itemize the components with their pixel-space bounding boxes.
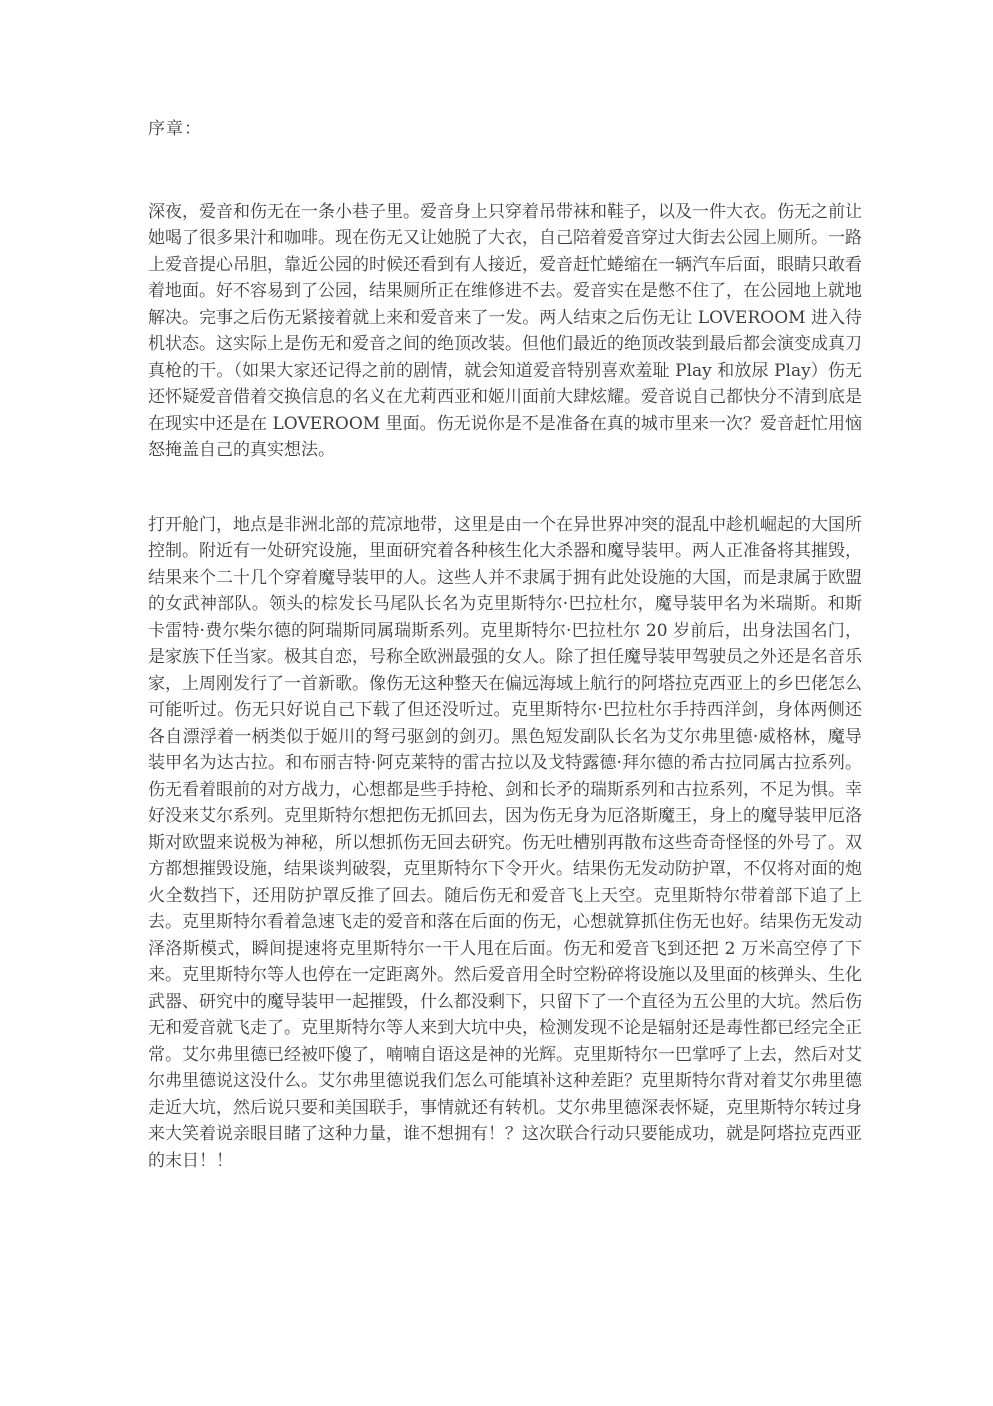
chapter-title: 序章： xyxy=(148,119,202,139)
paragraph-prologue-africa: 打开舱门，地点是非洲北部的荒凉地带，这里是由一个在异世界冲突的混乱中趁机崛起的大国所控制。附近有一处研究设施，里面研究着各种核生化大杀器和魔导装甲。两人正准备将其摧毁，结果来个二十几个穿着魔导装甲的人。这些人并不隶属于拥有此处设施的大国，而是隶属于欧盟的女武神部队。领头的棕发长马尾队长名为克里斯特尔·巴拉杜尔，魔导装甲名为米瑞斯。和斯卡雷特·费尔柴尔德的阿瑞斯同属瑞斯系列。克里斯特尔·巴拉杜尔 20 岁前后，出身法国名门，是家族下任当家。极其自恋，号称全欧洲最强的女人。除了担任魔导装甲驾驶员之外还是名音乐家，上周刚发行了一首新歌。像伤无这种整天在偏远海域上航行的阿塔拉克西亚上的乡巴佬怎么可能听过。伤无只好说自己下载了但还没听过。克里斯特尔·巴拉杜尔手持西洋剑，身体两侧还各自漂浮着一柄类似于姬川的弩弓驱剑的剑刃。黑色短发副队长名为艾尔弗里德·威格林，魔导装甲名为达古拉。和布丽吉特·阿克莱特的雷古拉以及戈特露德·拜尔德的希古拉同属古拉系列。伤无看着眼前的对方战力，心想都是些手持枪、剑和长矛的瑞斯系列和古拉系列，不足为惧。幸好没来艾尔系列。克里斯特尔想把伤无抓回去，因为伤无身为厄洛斯魔王，身上的魔导装甲厄洛斯对欧盟来说极为神秘，所以想抓伤无回去研究。伤无吐槽别再散布这些奇奇怪怪的外号了。双方都想摧毁设施，结果谈判破裂，克里斯特尔下令开火。结果伤无发动防护罩，不仅将对面的炮火全数挡下，还用防护罩反推了回去。随后伤无和爱音飞上天空。克里斯特尔带着部下追了上去。克里斯特尔看着急速飞走的爱音和落在后面的伤无，心想就算抓住伤无也好。结果伤无发动泽洛斯模式，瞬间提速将克里斯特尔一干人甩在后面。伤无和爱音飞到还把 2 万米高空停了下来。克里斯特尔等人也停在一定距离外。然后爱音用全时空粉碎将设施以及里面的核弹头、生化武器、研究中的魔导装甲一起摧毁，什么都没剩下，只留下了一个直径为五公里的大坑。然后伤无和爱音就飞走了。克里斯特尔等人来到大坑中央，检测发现不论是辐射还是毒性都已经完全正常。艾尔弗里德已经被吓傻了，喃喃自语这是神的光辉。克里斯特尔一巴掌呼了上去，然后对艾尔弗里德说这没什么。艾尔弗里德说我们怎么可能填补这种差距？克里斯特尔背对着艾尔弗里德走近大坑，然后说只要和美国联手，事情就还有转机。艾尔弗里德深表怀疑，克里斯特尔转过身来大笑着说亲眼目睹了这种力量，谁不想拥有！？这次联合行动只要能成功，就是阿塔拉克西亚的末日！！ xyxy=(148,514,862,1171)
paragraph-prologue-city: 深夜，爱音和伤无在一条小巷子里。爱音身上只穿着吊带袜和鞋子，以及一件大衣。伤无之前让她喝了很多果汁和咖啡。现在伤无又让她脱了大衣，自己陪着爱音穿过大街去公园上厕所。一路上爱音提心吊胆，靠近公园的时候还看到有人接近，爱音赶忙蜷缩在一辆汽车后面，眼睛只敢看着地面。好不容易到了公园，结果厕所正在维修进不去。爱音实在是憋不住了，在公园地上就地解决。完事之后伤无紧接着就上来和爱音来了一发。两人结束之后伤无让 LOVEROOM 进入待机状态。这实际上是伤无和爱音之间的绝顶改装。但他们最近的绝顶改装到最后都会演变成真刀真枪的干。（如果大家还记得之前的剧情，就会知道爱音特别喜欢羞耻 Play 和放尿 Play）伤无还怀疑爱音借着交换信息的名义在尤莉西亚和姬川面前大肆炫耀。爱音说自己都快分不清到底是在现实中还是在 LOVEROOM 里面。伤无说你是不是准备在真的城市里来一次？爱音赶忙用恼怒掩盖自己的真实想法。 xyxy=(148,201,862,460)
